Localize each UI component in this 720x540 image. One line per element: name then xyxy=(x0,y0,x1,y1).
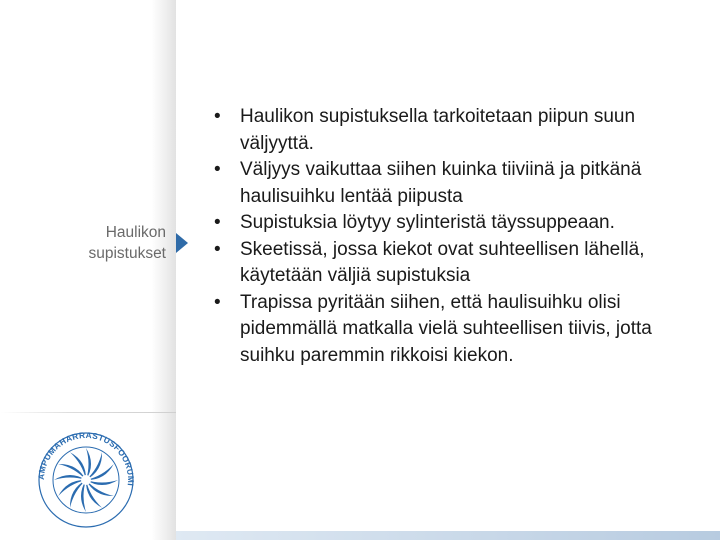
left-divider-line xyxy=(0,412,176,413)
bullet-item: • Haulikon supistuksella tarkoitetaan piipun suun väljyyttä. xyxy=(212,104,702,157)
bullet-list xyxy=(212,104,702,369)
bullet-item: • Skeetissä, jossa kiekot ovat suhteellisen lähellä, käytetään väljiä supistuksia xyxy=(212,237,702,290)
bullet-item: • Väljyys vaikuttaa siihen kuinka tiiviinä ja pitkänä haulisuihku lentää piipusta xyxy=(212,157,702,210)
organization-seal-icon xyxy=(36,430,136,530)
section-title-line1: Haulikon xyxy=(105,224,166,241)
bullet-item: • Supistuksia löytyy sylinteristä täyssuppeaan. xyxy=(212,210,702,237)
section-title xyxy=(20,222,166,264)
logo-text: AMPUMAHARRASTUSFOORUMI xyxy=(36,430,136,487)
section-marker-arrow-icon xyxy=(176,233,188,253)
bullet-item: • Trapissa pyritään siihen, että haulisuihku olisi pidemmällä matkalla vielä suhteellisen tiivis, jotta suihku paremmin rikkoisi kiekon. xyxy=(212,290,702,370)
bottom-accent-bar xyxy=(176,531,720,540)
section-title-line2: supistukset xyxy=(88,245,166,262)
